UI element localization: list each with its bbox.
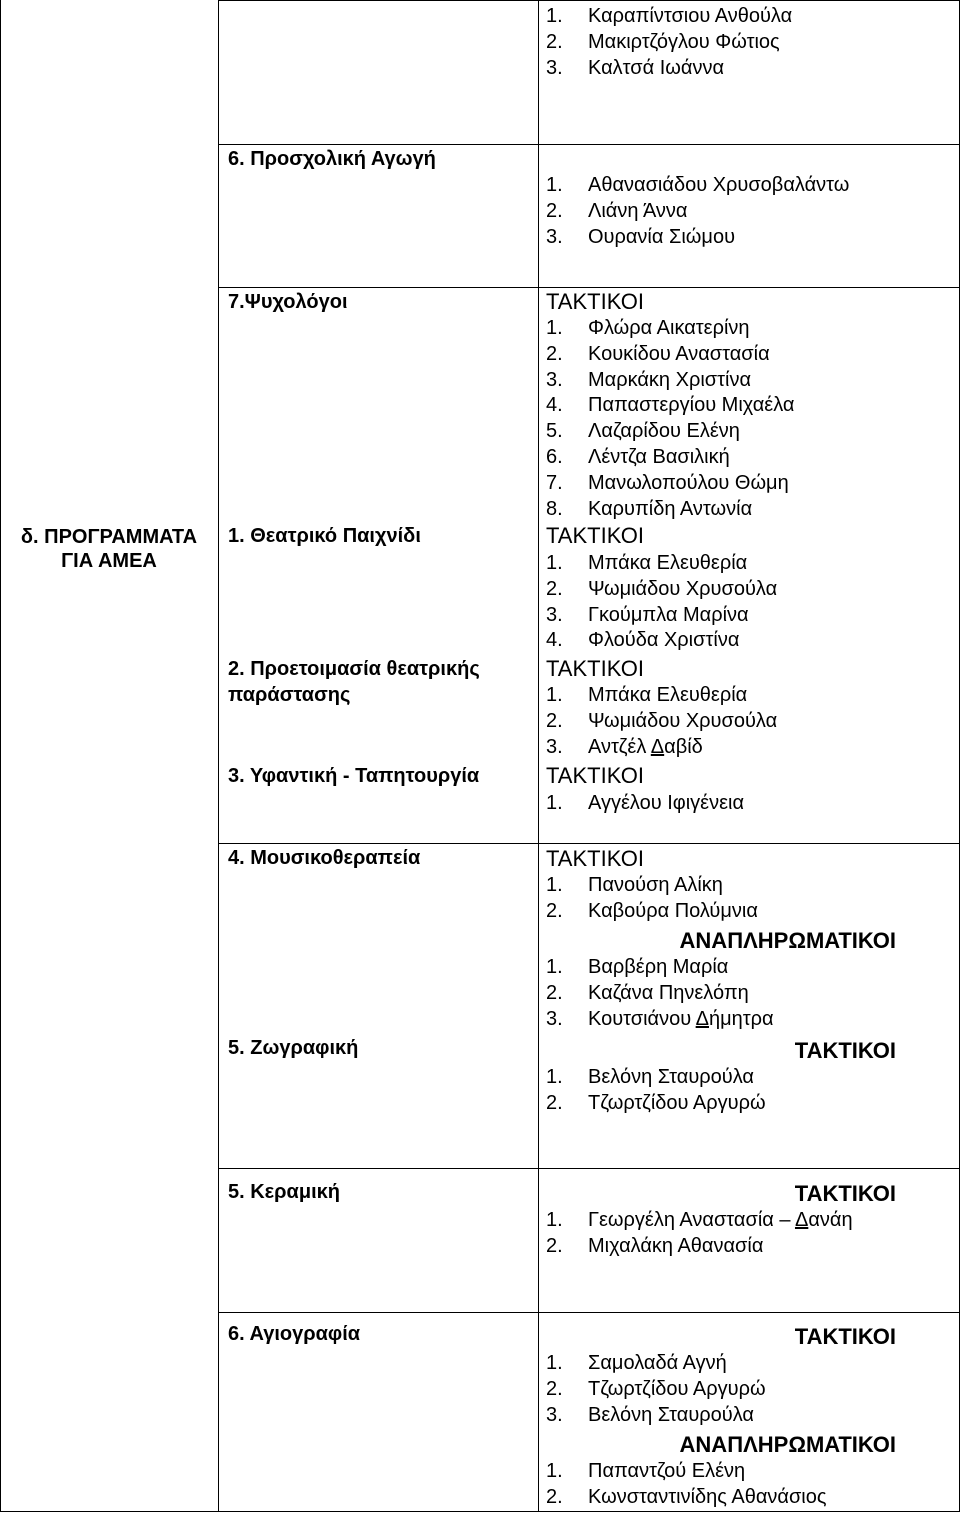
row-divider (218, 843, 960, 844)
list-item-number: 1. (546, 1352, 563, 1374)
list-item (546, 981, 774, 1007)
column-divider-left (218, 0, 219, 1512)
list-item-number: 3. (546, 368, 563, 391)
list-item-number: 2. (546, 577, 563, 600)
list-item-text: Καζάνα Πηνελόπη (588, 981, 749, 1004)
list-item (546, 873, 758, 899)
list-item-text: Πανούση Αλίκη (588, 874, 723, 896)
painting-list (546, 1065, 766, 1117)
list-item-text: Λαζαρίδου Ελένη (588, 420, 740, 443)
row-divider (218, 287, 960, 288)
list-item-number: 3. (546, 225, 563, 248)
list-item (546, 1234, 853, 1260)
list-item-number: 1. (546, 1460, 563, 1482)
list-item-text: Βαρβέρη Μαρία (588, 956, 729, 978)
list-item (546, 1208, 853, 1234)
prep-list (546, 683, 777, 760)
list-item-number: 1. (546, 174, 563, 196)
list-item-text: Παπαντζού Ελένη (588, 1460, 746, 1482)
list-item (546, 1403, 766, 1429)
list-item-number: 1. (546, 874, 563, 896)
painting-label: 5. Ζωγραφική (228, 1037, 359, 1059)
music-sub-list (546, 955, 774, 1032)
theatre-heading: ΤΑΚΤΙΚΟΙ (546, 523, 644, 548)
list-item-number: 1. (546, 956, 563, 978)
row-divider (218, 1168, 960, 1169)
list-item (546, 577, 777, 603)
weaving-label: 3. Υφαντική - Ταπητουργία (228, 765, 480, 787)
list-item (546, 683, 777, 709)
psych-heading: ΤΑΚΤΙΚΟΙ (546, 289, 644, 314)
list-item (546, 4, 792, 30)
list-item-text: Βελόνη Σταυρούλα (588, 1403, 754, 1426)
list-item-text: Γεωργέλη Αναστασία – (588, 1209, 795, 1231)
list-item-underlined: Δ (650, 735, 665, 758)
section-title-line1: δ. ΠΡΟΓΡΑΜΜΑΤΑ (20, 526, 198, 548)
list-item-number: 6. (546, 445, 563, 468)
list-item-number: 4. (546, 629, 563, 652)
list-item-number: 5. (546, 420, 563, 443)
row-divider (218, 1312, 960, 1313)
list-item-number: 2. (546, 709, 563, 732)
list-item (546, 199, 849, 225)
list-item-text: Μαρκάκη Χριστίνα (588, 368, 752, 391)
list-item-text: Καβούρα Πολύμνια (588, 899, 758, 922)
psych-label: 7.Ψυχολόγοι (228, 291, 348, 313)
list-item (546, 709, 777, 735)
list-item (546, 497, 794, 523)
list-item (546, 1065, 766, 1091)
ceramics-heading: ΤΑΚΤΙΚΟΙ (794, 1181, 896, 1206)
list-item (546, 445, 794, 471)
theatre-label: 1. Θεατρικό Παιχνίδι (228, 525, 421, 547)
list-item (546, 791, 744, 817)
list-item-text: Μιχαλάκη Αθανασία (588, 1234, 764, 1257)
section-title (0, 525, 218, 573)
list-item (546, 1351, 766, 1377)
list-item-number: 1. (546, 1209, 563, 1231)
list-item-text: Καλτσά Ιωάννα (588, 56, 725, 79)
preschool-list (546, 173, 849, 250)
ceramics-label: 5. Κεραμική (228, 1181, 341, 1203)
list-item-number: 1. (546, 1066, 563, 1088)
list-item-text: Μπάκα Ελευθερία (588, 684, 748, 706)
list-item-number: 1. (546, 5, 563, 27)
list-item (546, 173, 849, 199)
list-item (546, 1377, 766, 1403)
list-item-text: Αθανασιάδου Χρυσοβαλάντω (588, 174, 850, 196)
list-item (546, 551, 777, 577)
list-item-rest: αβίδ (664, 735, 703, 758)
list-item-text: Σαμολαδά Αγνή (588, 1352, 727, 1374)
psych-list (546, 316, 794, 522)
list-item-number: 3. (546, 56, 563, 79)
list-item-number: 2. (546, 30, 563, 53)
list-item-text: Γκούμπλα Μαρίνα (588, 603, 749, 626)
list-item-number: 3. (546, 1403, 563, 1426)
list-item-text: Κουτσιάνου (588, 1007, 696, 1030)
list-item (546, 955, 774, 981)
list-item-number: 2. (546, 342, 563, 365)
list-item-number: 1. (546, 684, 563, 706)
list-item-text: Κουκίδου Αναστασία (588, 342, 770, 365)
list-item-text: Λιάνη Άννα (588, 199, 688, 222)
list-item-underlined: Δ (794, 1209, 809, 1231)
preschool-label: 6. Προσχολική Αγωγή (228, 148, 436, 170)
music-label: 4. Μουσικοθεραπεία (228, 847, 421, 869)
music-heading: ΤΑΚΤΙΚΟΙ (546, 846, 644, 871)
prep-label-line2: παράστασης (228, 684, 351, 706)
column-divider-right (538, 0, 539, 1512)
list-item (546, 899, 758, 925)
iconography-sub-list (546, 1459, 827, 1511)
list-item-text: Βελόνη Σταυρούλα (588, 1066, 754, 1088)
music-list (546, 873, 758, 925)
list-item-rest: ανάη (808, 1209, 853, 1231)
list-item-number: 1. (546, 792, 563, 814)
list-item (546, 603, 777, 629)
list-item-number: 2. (546, 199, 563, 222)
list-item-number: 1. (546, 552, 563, 574)
prep-heading: ΤΑΚΤΙΚΟΙ (546, 656, 644, 681)
list-item (546, 393, 794, 419)
list-item-number: 8. (546, 497, 563, 520)
section-title-line2: ΓΙΑ ΑΜΕΑ (61, 550, 157, 572)
list-item-number: 2. (546, 1091, 563, 1114)
list-item-number: 2. (546, 981, 563, 1004)
list-item-underlined: Δ (695, 1007, 709, 1030)
weaving-heading: ΤΑΚΤΙΚΟΙ (546, 763, 644, 788)
list-item-text: Ψωμιάδου Χρυσούλα (588, 577, 778, 600)
iconography-heading: ΤΑΚΤΙΚΟΙ (794, 1324, 896, 1349)
list-item (546, 316, 794, 342)
list-item-text: Φλώρα Αικατερίνη (588, 317, 750, 339)
painting-heading: ΤΑΚΤΙΚΟΙ (794, 1038, 896, 1063)
list-item-text: Κωνσταντινίδης Αθανάσιος (588, 1485, 827, 1508)
list-item-text: Ψωμιάδου Χρυσούλα (588, 709, 778, 732)
iconography-list (546, 1351, 766, 1428)
row-divider (218, 0, 960, 1)
list-item-number: 2. (546, 899, 563, 922)
list-item-text: Παπαστεργίου Μιχαέλα (588, 394, 795, 417)
iconography-sub-heading: ΑΝΑΠΛΗΡΩΜΑΤΙΚΟΙ (679, 1432, 896, 1457)
list-item (546, 342, 794, 368)
list-item (546, 1091, 766, 1117)
list-item (546, 1007, 774, 1033)
list-item-number: 2. (546, 1234, 563, 1257)
list-item-text: Αντζέλ (588, 735, 651, 758)
list-item-text: Μπάκα Ελευθερία (588, 552, 748, 574)
list-item-text: Τζωρτζίδου Αργυρώ (588, 1377, 766, 1400)
list-item-number: 2. (546, 1377, 563, 1400)
list-item-text: Ουρανία Σιώμου (588, 225, 736, 248)
list-item-text: Φλούδα Χριστίνα (588, 629, 740, 652)
list-item (546, 368, 794, 394)
list-item (546, 56, 792, 82)
list-item-number: 7. (546, 471, 563, 494)
music-sub-heading: ΑΝΑΠΛΗΡΩΜΑΤΙΚΟΙ (679, 928, 896, 953)
theatre-list (546, 551, 777, 654)
iconography-label: 6. Αγιογραφία (228, 1323, 361, 1345)
list-item-text: Τζωρτζίδου Αργυρώ (588, 1091, 766, 1114)
list-item-number: 3. (546, 1007, 563, 1030)
list-item-text: Μανωλοπούλου Θώμη (588, 471, 789, 494)
list-item-text: Λέντζα Βασιλική (588, 445, 730, 468)
prep-label-line1: 2. Προετοιμασία θεατρικής (228, 658, 480, 680)
list-item-text: Αγγέλου Ιφιγένεια (588, 792, 745, 814)
list-item-text: Μακιρτζόγλου Φώτιος (588, 30, 780, 53)
list-item-number: 3. (546, 603, 563, 626)
list-item (546, 1459, 827, 1485)
list-item-rest: ήμητρα (709, 1007, 774, 1030)
list-item (546, 471, 794, 497)
list-item (546, 628, 777, 654)
list-item-text: Καραπίντσιου Ανθούλα (588, 5, 793, 27)
list-item (546, 30, 792, 56)
list-item (546, 735, 777, 761)
list-item-number: 1. (546, 317, 563, 339)
list-item-text: Καρυπίδη Αντωνία (588, 497, 753, 520)
list-item (546, 1485, 827, 1511)
list-item-number: 3. (546, 735, 563, 758)
list-item-number: 4. (546, 394, 563, 417)
weaving-list (546, 791, 744, 817)
list-item (546, 419, 794, 445)
row-divider (218, 144, 960, 145)
top-list (546, 4, 792, 81)
list-item (546, 225, 849, 251)
ceramics-list (546, 1208, 853, 1260)
list-item-number: 2. (546, 1485, 563, 1508)
